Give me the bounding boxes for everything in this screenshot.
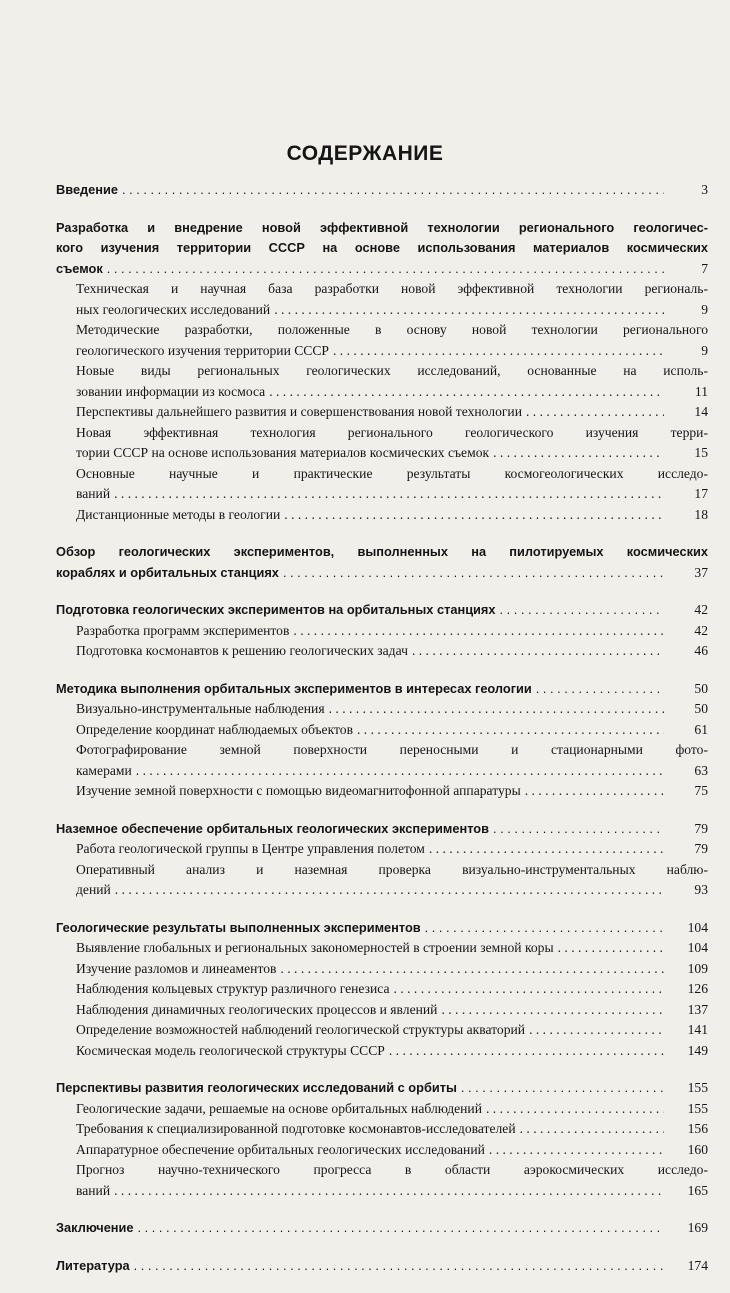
page-title: СОДЕРЖАНИЕ (286, 142, 444, 165)
toc-entry-text-line: Новая эффективная технология регионального геологического изучения терри- (76, 424, 708, 440)
toc-subsection-entry[interactable] (56, 1000, 708, 1021)
toc-entry-text-line: Космическая модель геологической структуры СССР (76, 1042, 385, 1058)
toc-subsection-entry[interactable] (56, 740, 708, 781)
page-number: 42 (694, 622, 708, 638)
dot-leader (114, 484, 664, 505)
toc-entry-text-line: Требования к специализированной подготовке космонавтов-исследователей (76, 1121, 516, 1136)
page-number: 61 (694, 721, 708, 737)
page-number: 9 (701, 301, 708, 317)
dot-leader (269, 382, 664, 403)
toc-subsection-entry[interactable] (56, 699, 708, 720)
dot-leader (461, 1078, 664, 1099)
page-number: 79 (694, 841, 708, 856)
toc-chapter-entry[interactable] (56, 819, 708, 840)
dot-leader (138, 1218, 664, 1239)
toc-section (56, 218, 708, 526)
page-number: 156 (687, 1121, 708, 1136)
toc-section (56, 1078, 708, 1201)
dot-leader (536, 679, 664, 700)
toc-subsection-entry[interactable] (56, 464, 708, 505)
page-number: 18 (694, 506, 708, 522)
toc-entry-text-line: Разработка программ экспериментов (76, 622, 290, 638)
toc-section (56, 1218, 708, 1239)
dot-leader (136, 761, 664, 782)
toc-subsection-entry[interactable] (56, 402, 708, 423)
dot-leader (526, 402, 664, 423)
page-number: 9 (701, 342, 708, 358)
toc-subsection-entry[interactable] (56, 938, 708, 959)
toc-entry-text-line: дений (76, 882, 111, 897)
toc-entry-text-line: зовании информации из космоса (76, 383, 266, 399)
toc-chapter-entry[interactable] (56, 918, 708, 939)
toc-entry-text-line: Оперативный анализ и наземная проверка визуально-инструментальных наблю- (76, 861, 708, 877)
toc-entry-text-line: Работа геологической группы в Центре управления полетом (76, 841, 425, 856)
toc-subsection-entry[interactable] (56, 839, 708, 860)
toc-entry-text-line: Введение (56, 182, 119, 197)
page-number: 165 (687, 1182, 708, 1198)
page-number: 11 (694, 383, 708, 399)
toc-subsection-entry[interactable] (56, 720, 708, 741)
page-number: 93 (694, 882, 708, 897)
toc-entry-text-line: Техническая и научная база разработки новой эффективной технологии региональ- (76, 281, 708, 296)
toc-entry-text-line: съемок (56, 260, 103, 276)
dot-leader (115, 880, 664, 901)
toc-entry-text-line: Геологические результаты выполненных экспериментов (56, 919, 421, 935)
dot-leader (425, 918, 664, 939)
dot-leader (441, 1000, 664, 1021)
toc-entry-text-line: Определение возможностей наблюдений геологической структуры акваторий (76, 1022, 526, 1037)
toc-entry-text-line: геологического изучения территории СССР (76, 342, 329, 358)
toc-chapter-entry[interactable] (56, 679, 708, 700)
toc-entry-text-line: Подготовка космонавтов к решению геологических задач (76, 643, 408, 658)
page-number: 14 (694, 404, 708, 419)
toc-entry-text-line: Наземное обеспечение орбитальных геологических экспериментов (56, 820, 489, 836)
dot-leader (558, 938, 664, 959)
page-number: 104 (687, 919, 708, 935)
toc-entry-text-line: Методические разработки, положенные в основу новой технологии регионального (76, 322, 708, 337)
toc-entry-text-line: Определение координат наблюдаемых объектов (76, 721, 353, 737)
toc-entry-text-line: ваний (76, 1182, 111, 1198)
page-number: 42 (694, 602, 708, 617)
toc-entry-text-line: Дистанционные методы в геологии (76, 506, 281, 522)
toc-entry-text-line: Основные научные и практические результаты космогеологических исследо- (76, 465, 708, 481)
toc-chapter-entry[interactable] (56, 542, 708, 583)
toc-subsection-entry[interactable] (56, 641, 708, 662)
toc-subsection-entry[interactable] (56, 1041, 708, 1062)
dot-leader (122, 180, 664, 201)
toc-chapter-entry[interactable] (56, 1256, 708, 1277)
dot-leader (529, 1020, 664, 1041)
dot-leader (489, 1140, 664, 1161)
dot-leader (107, 259, 664, 280)
dot-leader (520, 1119, 664, 1140)
page-number: 155 (687, 1080, 708, 1095)
dot-leader (394, 979, 664, 1000)
page-number: 50 (694, 680, 708, 696)
toc-entry-text-line: Новые виды региональных геологических исследований, основанные на исполь- (76, 363, 708, 378)
toc-entry-text-line: Подготовка геологических экспериментов на орбитальных станциях (56, 602, 496, 617)
toc-chapter-entry[interactable] (56, 218, 708, 280)
toc-section (56, 542, 708, 583)
toc-entry-text-line: камерами (76, 762, 132, 778)
toc-entry-text-line: Литература (56, 1257, 130, 1273)
dot-leader (274, 300, 664, 321)
toc-entry-text-line: Разработка и внедрение новой эффективной технологии регионального геологичес- (56, 219, 708, 235)
toc-subsection-entry[interactable] (56, 979, 708, 1000)
page-number: 174 (687, 1257, 708, 1273)
page-number: 50 (694, 701, 708, 716)
dot-leader (493, 819, 664, 840)
toc-section (56, 679, 708, 802)
toc-subsection-entry[interactable] (56, 621, 708, 642)
toc-entry-text-line: Методика выполнения орбитальных экспериментов в интересах геологии (56, 680, 532, 696)
page-number: 141 (687, 1022, 708, 1037)
page-number: 126 (687, 981, 708, 996)
dot-leader (357, 720, 664, 741)
page-number: 15 (694, 445, 708, 460)
toc-entry-text-line: Фотографирование земной поверхности переносными и стационарными фото- (76, 742, 708, 757)
toc-entry-text-line: Перспективы развития геологических исследований с орбиты (56, 1080, 457, 1095)
toc-entry-text-line: кораблях и орбитальных станциях (56, 564, 279, 580)
dot-leader (429, 839, 664, 860)
toc-subsection-entry[interactable] (56, 361, 708, 402)
dot-leader (412, 641, 664, 662)
page-number: 155 (687, 1100, 708, 1116)
toc-entry-text-line: Заключение (56, 1220, 134, 1235)
toc-entry-text-line: Изучение разломов и линеаментов (76, 960, 277, 976)
toc-entry-text-line: ных геологических исследований (76, 301, 271, 317)
page-number: 160 (687, 1141, 708, 1157)
toc-section (56, 819, 708, 901)
toc-subsection-entry[interactable] (56, 781, 708, 802)
dot-leader (134, 1256, 664, 1277)
dot-leader (280, 959, 664, 980)
toc-entry-text-line: ваний (76, 486, 111, 501)
toc-subsection-entry[interactable] (56, 279, 708, 320)
table-of-contents (56, 180, 708, 1293)
toc-chapter-entry[interactable] (56, 600, 708, 621)
dot-leader (486, 1099, 664, 1120)
toc-entry-text-line: Прогноз научно-технического прогресса в области аэрокосмических исследо- (76, 1162, 708, 1177)
toc-section (56, 1256, 708, 1277)
toc-entry-text-line: Изучение земной поверхности с помощью видеомагнитофонной аппаратуры (76, 783, 521, 798)
toc-subsection-entry[interactable] (56, 1119, 708, 1140)
page-number: 149 (687, 1042, 708, 1058)
toc-section (56, 180, 708, 201)
dot-leader (500, 600, 664, 621)
dot-leader (389, 1041, 664, 1062)
page-number: 79 (694, 820, 708, 836)
toc-subsection-entry[interactable] (56, 320, 708, 361)
page-number: 137 (687, 1001, 708, 1017)
toc-entry-text-line: Геологические задачи, решаемые на основе орбитальных наблюдений (76, 1100, 482, 1116)
toc-subsection-entry[interactable] (56, 1020, 708, 1041)
dot-leader (293, 621, 664, 642)
toc-entry-text-line: Аппаратурное обеспечение орбитальных геологических исследований (76, 1141, 485, 1157)
toc-section (56, 600, 708, 662)
dot-leader (284, 505, 664, 526)
page-number: 75 (694, 783, 708, 798)
toc-subsection-entry[interactable] (56, 423, 708, 464)
page-number: 169 (687, 1220, 708, 1235)
dot-leader (493, 443, 664, 464)
page-number: 3 (701, 182, 708, 197)
page-number: 7 (701, 260, 708, 276)
toc-entry-text-line: Визуально-инструментальные наблюдения (76, 701, 325, 716)
toc-entry-text-line: Обзор геологических экспериментов, выполненных на пилотируемых космических (56, 544, 708, 559)
page-number: 37 (694, 564, 708, 580)
toc-chapter-entry[interactable] (56, 1078, 708, 1099)
dot-leader (525, 781, 664, 802)
toc-subsection-entry[interactable] (56, 1099, 708, 1120)
toc-entry-text-line: тории СССР на основе использования материалов космических съемок (76, 445, 490, 460)
toc-entry-text-line: Выявление глобальных и региональных закономерностей в строении земной коры (76, 940, 554, 955)
dot-leader (333, 341, 664, 362)
page-number: 63 (694, 762, 708, 778)
toc-entry-text-line: Перспективы дальнейшего развития и совершенствования новой технологии (76, 404, 522, 419)
toc-section (56, 918, 708, 1062)
dot-leader (329, 699, 664, 720)
page-number: 46 (694, 643, 708, 658)
toc-chapter-entry[interactable] (56, 180, 708, 201)
toc-subsection-entry[interactable] (56, 1160, 708, 1201)
toc-subsection-entry[interactable] (56, 959, 708, 980)
toc-entry-text-line: Наблюдения кольцевых структур различного генезиса (76, 981, 390, 996)
page-number: 109 (687, 960, 708, 976)
toc-chapter-entry[interactable] (56, 1218, 708, 1239)
toc-entry-text-line: кого изучения территории СССР на основе использования материалов космических (56, 240, 708, 255)
page-number: 104 (687, 940, 708, 955)
dot-leader (283, 563, 664, 584)
page-number: 17 (694, 486, 708, 501)
toc-entry-text-line: Наблюдения динамичных геологических процессов и явлений (76, 1001, 438, 1017)
toc-subsection-entry[interactable] (56, 860, 708, 901)
dot-leader (114, 1181, 664, 1202)
toc-subsection-entry[interactable] (56, 505, 708, 526)
toc-subsection-entry[interactable] (56, 1140, 708, 1161)
